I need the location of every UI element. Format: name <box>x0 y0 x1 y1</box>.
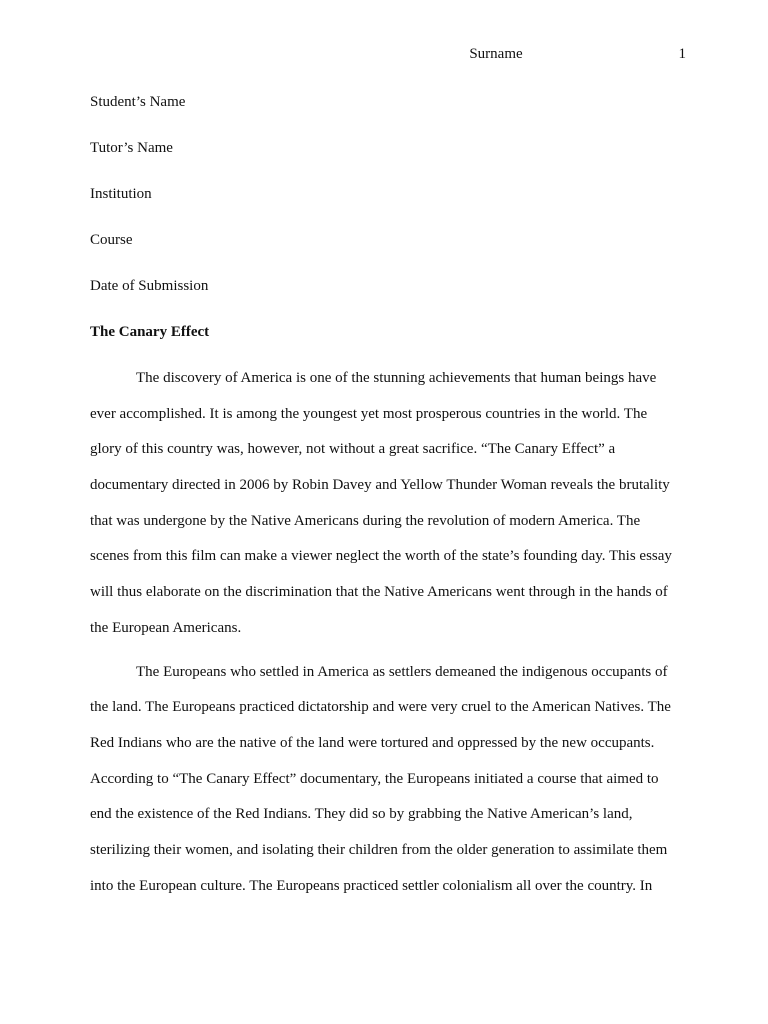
tutor-name: Tutor’s Name <box>90 140 173 156</box>
paragraph-line: The Europeans who settled in America as settlers demeaned the indigenous occupants of <box>136 663 668 680</box>
paragraph-line: The discovery of America is one of the stunning achievements that human beings have <box>136 370 657 386</box>
paragraph-line: According to “The Canary Effect” documentary, the Europeans initiated a course that aimed to <box>90 770 659 787</box>
paragraph-line: will thus elaborate on the discrimination that the Native Americans went through in the hands of <box>90 584 668 601</box>
submission-date: Date of Submission <box>90 278 209 294</box>
student-name: Student’s Name <box>90 94 186 110</box>
paragraph-1 <box>90 363 678 649</box>
paragraph-line: that was undergone by the Native Americans during the revolution of modern America. The <box>90 512 641 529</box>
course: Course <box>90 232 133 248</box>
paragraph-line: the European Americans. <box>90 619 242 636</box>
running-header-surname: Surname <box>469 46 523 62</box>
paragraph-line: sterilizing their women, and isolating their children from the older generation to assimilate them <box>90 841 668 858</box>
document-body <box>90 87 678 906</box>
essay-title: The Canary Effect <box>90 324 210 340</box>
paragraph-line: ever accomplished. It is among the youngest yet most prosperous countries in the world. The <box>90 405 648 422</box>
paragraph-line: into the European culture. The Europeans practiced settler colonialism all over the country. In <box>90 877 653 894</box>
institution: Institution <box>90 186 152 202</box>
paragraph-line: documentary directed in 2006 by Robin Davey and Yellow Thunder Woman reveals the brutality <box>90 477 670 494</box>
paragraph-line: Red Indians who are the native of the land were tortured and oppressed by the new occupants. <box>90 734 655 751</box>
page-number: 1 <box>678 46 686 62</box>
paragraph-2 <box>90 657 678 907</box>
paragraph-line: end the existence of the Red Indians. They did so by grabbing the Native American’s land, <box>90 806 633 823</box>
paragraph-line: scenes from this film can make a viewer neglect the worth of the state’s founding day. This essay <box>90 548 672 565</box>
paragraph-line: the land. The Europeans practiced dictatorship and were very cruel to the American Natives. The <box>90 699 671 716</box>
paragraph-line: glory of this country was, however, not without a great sacrifice. “The Canary Effect” a <box>90 441 616 458</box>
